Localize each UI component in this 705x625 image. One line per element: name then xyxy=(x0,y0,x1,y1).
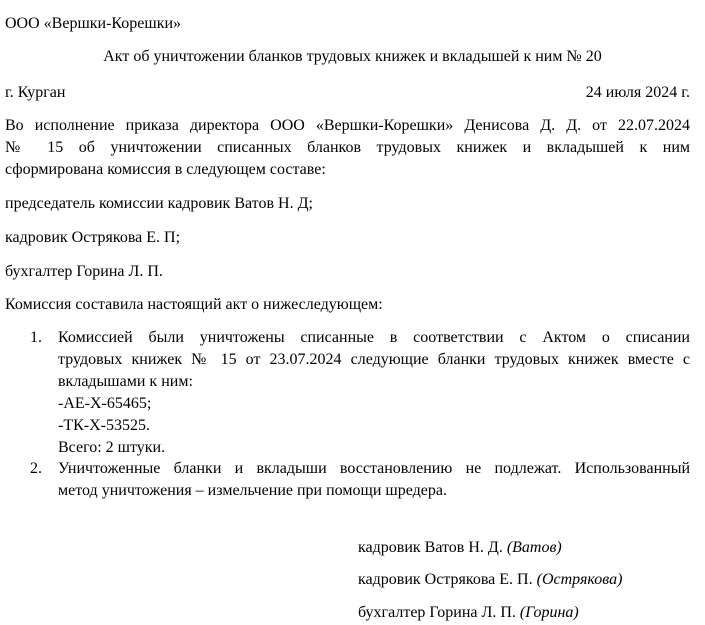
commission-statement: Комиссия составила настоящий акт о нижеследующем: xyxy=(5,296,383,313)
handwritten-signature: (Ватов) xyxy=(506,539,562,556)
signature-row xyxy=(358,603,579,622)
act-title: Акт об уничтожении бланков трудовых книжек и вкладышей к ним № 20 xyxy=(103,48,602,65)
handwritten-signature: (Острякова) xyxy=(536,571,623,588)
intro-line-1: Во исполнение приказа директора ООО «Вершки-Корешки» Денисова Д. Д. от 22.07.2024 xyxy=(5,117,690,134)
forms-total: Всего: 2 штуки. xyxy=(58,439,166,456)
list-item-1-number: 1. xyxy=(30,329,42,346)
signatory-name: бухгалтер Горина Л. П. xyxy=(358,604,516,621)
list-item-1-line-1: Комиссией были уничтожены списанные в соответствии с Актом о списании xyxy=(58,329,690,346)
signature-row xyxy=(358,538,562,557)
form-number-1: -АЕ-Х-65465; xyxy=(58,395,152,412)
list-item-2-line-1: Уничтоженные бланки и вкладыши восстановлению не подлежат. Использованный xyxy=(58,460,690,477)
signatory-name: кадровик Острякова Е. П. xyxy=(358,571,533,588)
act-date: 24 июля 2024 г. xyxy=(585,84,690,101)
signatory-name: кадровик Ватов Н. Д. xyxy=(358,539,503,556)
list-item-2-number: 2. xyxy=(30,460,42,477)
intro-line-3: сформирована комиссия в следующем составе: xyxy=(5,161,326,178)
list-item-2-line-2: метод уничтожения – измельчение при помощи шредера. xyxy=(58,482,447,499)
form-number-2: -ТК-Х-53525. xyxy=(58,417,150,434)
signature-row xyxy=(358,570,622,589)
commission-member-1: кадровик Острякова Е. П; xyxy=(5,229,181,246)
intro-line-2: № 15 об уничтожении списанных бланков трудовых книжек и вкладышей к ним xyxy=(5,139,690,156)
commission-member-2: бухгалтер Горина Л. П. xyxy=(5,263,163,280)
organization-name: ООО «Вершки-Корешки» xyxy=(5,15,182,32)
commission-chair: председатель комиссии кадровик Ватов Н. Д; xyxy=(5,195,313,212)
city: г. Курган xyxy=(5,84,66,101)
handwritten-signature: (Горина) xyxy=(519,604,579,621)
list-item-1-line-3: вкладышами к ним: xyxy=(58,373,193,390)
list-item-1-line-2: трудовых книжек № 15 от 23.07.2024 следующие бланки трудовых книжек вместе с xyxy=(58,351,690,368)
